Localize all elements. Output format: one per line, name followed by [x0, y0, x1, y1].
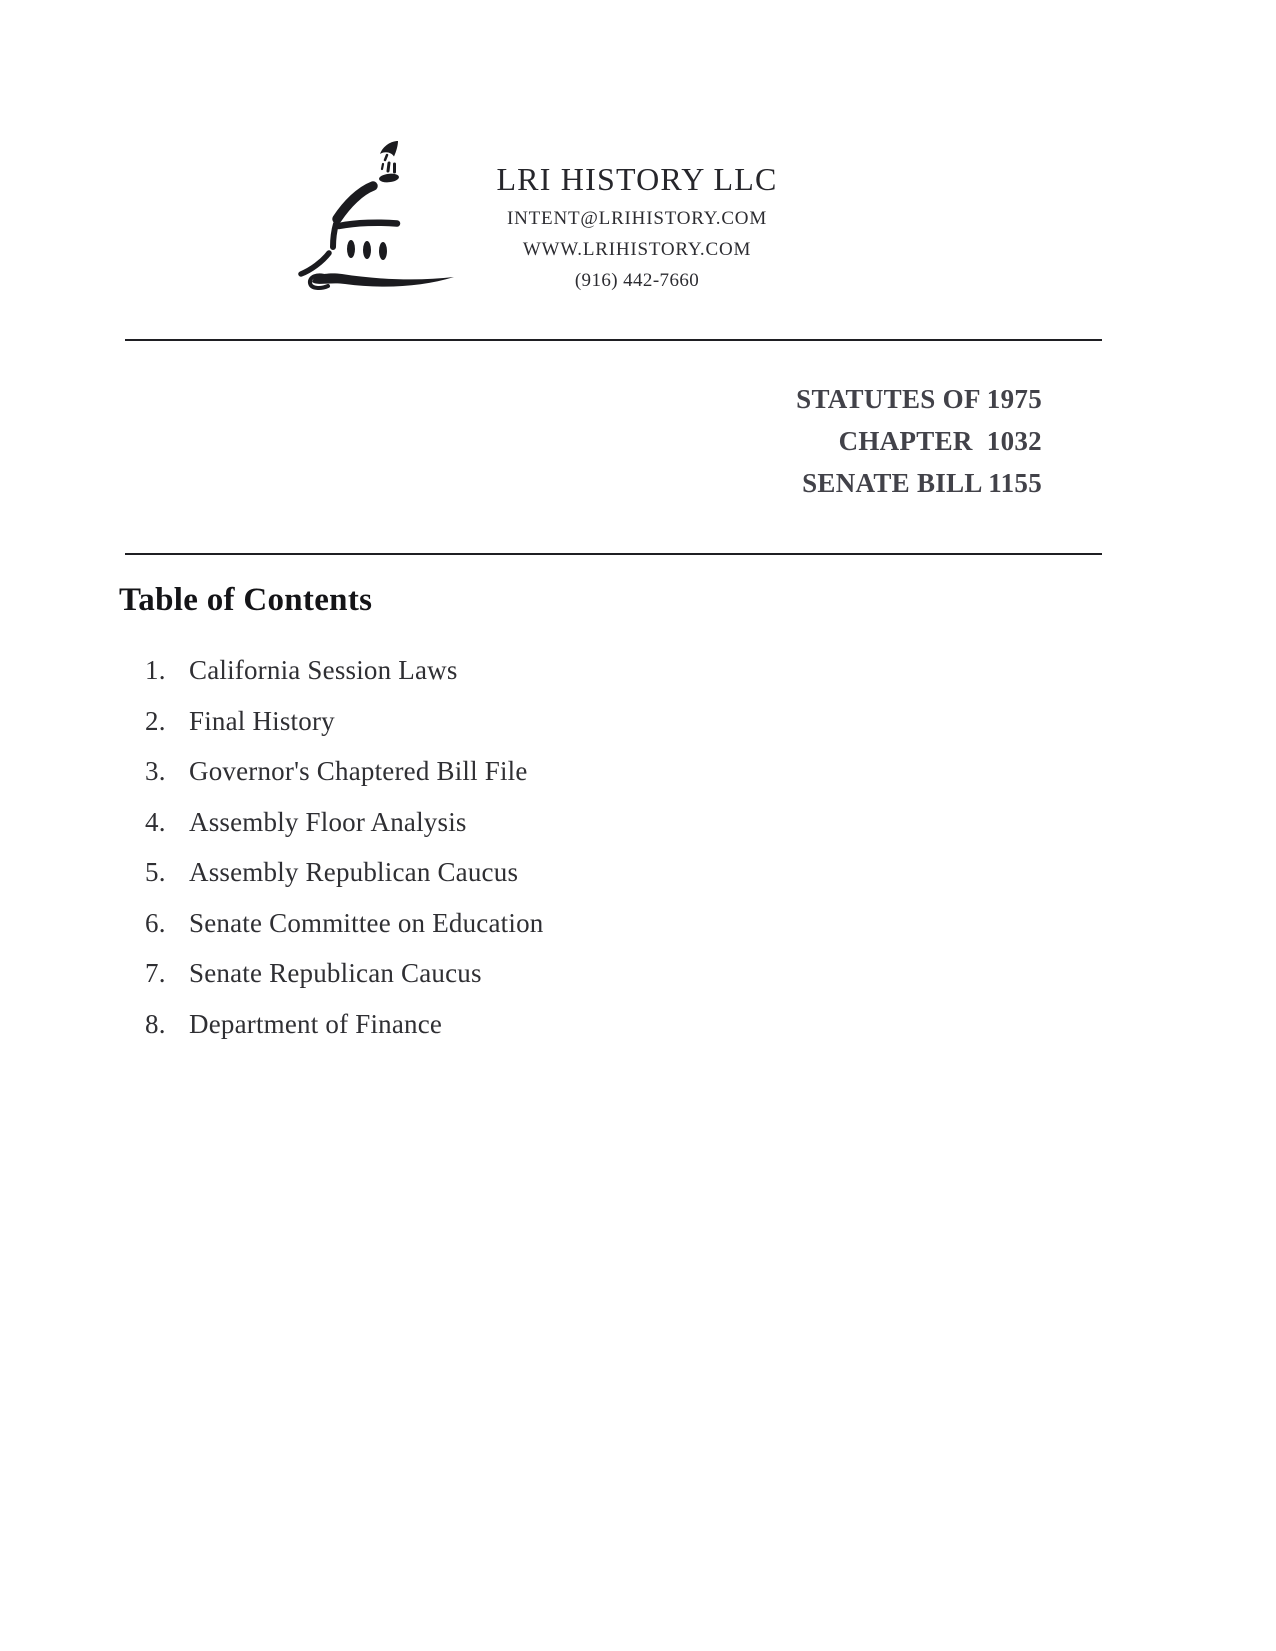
toc-item-number: 2. — [145, 705, 166, 736]
toc-item-number: 5. — [145, 857, 166, 887]
company-email: INTENT@LRIHISTORY.COM — [506, 208, 768, 229]
divider-line-top — [125, 339, 1102, 341]
toc-item-number: 1. — [145, 655, 166, 685]
toc-heading: Table of Contents — [119, 582, 373, 618]
toc-item — [145, 898, 845, 949]
toc-item-label: Assembly Republican Caucus — [189, 857, 519, 887]
toc-item-label: Senate Republican Caucus — [189, 958, 482, 988]
company-website: WWW.LRIHISTORY.COM — [522, 239, 752, 260]
statute-reference-block — [796, 378, 1042, 504]
toc-item — [145, 645, 845, 696]
toc-item-label: California Session Laws — [189, 655, 458, 685]
statutes-year-line: STATUTES OF 1975 — [796, 384, 1042, 414]
toc-list — [145, 645, 845, 1049]
toc-item-label: Assembly Floor Analysis — [189, 806, 467, 837]
toc-item-number: 3. — [145, 756, 166, 786]
divider-line-bottom — [125, 553, 1102, 555]
toc-item-label: Senate Committee on Education — [189, 907, 544, 938]
toc-item — [145, 797, 845, 848]
toc-item — [145, 746, 845, 797]
toc-item-number: 7. — [145, 958, 166, 988]
senate-bill-line: SENATE BILL 1155 — [802, 468, 1042, 498]
toc-item-label: Governor's Chaptered Bill File — [189, 756, 528, 786]
toc-item — [145, 696, 845, 747]
toc-item-label: Final History — [189, 705, 335, 736]
toc-item-number: 4. — [145, 806, 166, 837]
toc-item-number: 8. — [145, 1008, 166, 1039]
capitol-dome-icon — [290, 125, 460, 295]
toc-item — [145, 999, 845, 1050]
chapter-line: CHAPTER 1032 — [838, 426, 1042, 456]
toc-item — [145, 948, 845, 999]
company-phone: (916) 442-7660 — [574, 270, 700, 291]
letterhead — [437, 162, 837, 312]
toc-item — [145, 847, 845, 898]
toc-item-number: 6. — [145, 907, 166, 938]
toc-item-label: Department of Finance — [189, 1008, 443, 1039]
company-name: LRI HISTORY LLC — [496, 161, 778, 197]
